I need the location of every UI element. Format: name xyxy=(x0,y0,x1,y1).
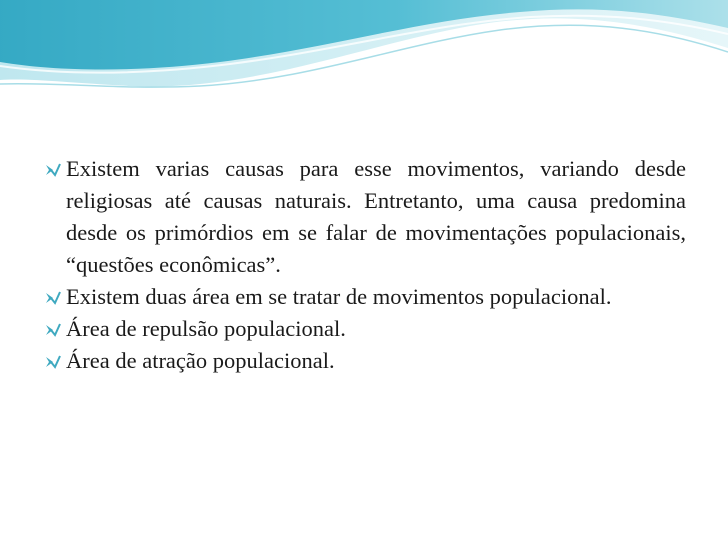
bullet-item-causes xyxy=(45,153,686,281)
bullet-text: Existem varias causas para esse movimentos, variando desde religiosas até causas naturais. Entretanto, uma causa predomina desde os primórdios em se falar de movimentações populacionais, “questões econômicas”. xyxy=(66,156,686,277)
bullet-item-attraction-area xyxy=(45,345,686,377)
header-wave-decoration xyxy=(0,0,728,100)
bullet-text: Área de repulsão populacional. xyxy=(66,316,346,341)
bullet-item-repulsion-area xyxy=(45,313,686,345)
bullet-text: Área de atração populacional. xyxy=(66,348,335,373)
arrow-check-bullet-icon xyxy=(45,323,61,337)
arrow-check-bullet-icon xyxy=(45,355,61,369)
arrow-check-bullet-icon xyxy=(45,291,61,305)
bullet-list xyxy=(45,153,686,377)
arrow-check-bullet-icon xyxy=(45,163,61,177)
bullet-item-two-areas xyxy=(45,281,686,313)
bullet-text: Existem duas área em se tratar de movimentos populacional. xyxy=(66,284,612,309)
